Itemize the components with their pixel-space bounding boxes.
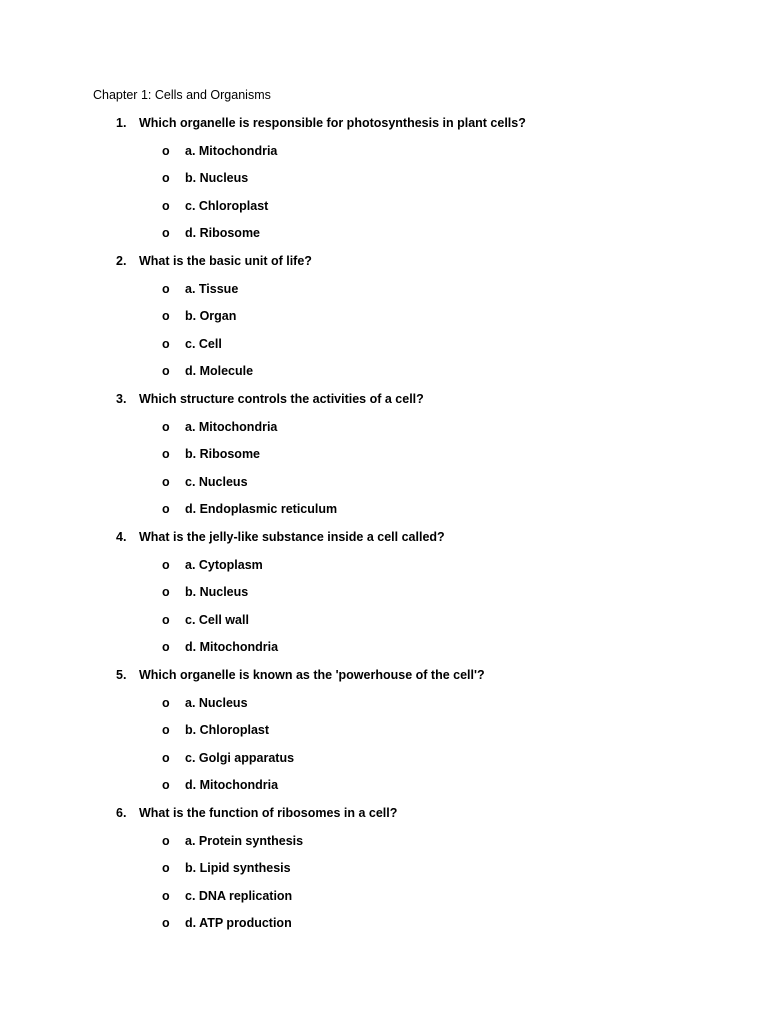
- bullet-icon: o: [162, 198, 170, 213]
- question-number: 4.: [116, 530, 127, 544]
- answer-option-text: c. Cell: [185, 336, 222, 351]
- answer-option-text: d. Ribosome: [185, 226, 261, 241]
- answer-option-text: c. Nucleus: [185, 474, 248, 489]
- answer-option-text: a. Mitochondria: [185, 419, 278, 434]
- answer-option-text: b. Lipid synthesis: [185, 861, 291, 876]
- answer-option-text: d. Endoplasmic reticulum: [185, 502, 338, 517]
- bullet-icon: o: [162, 861, 170, 876]
- bullet-icon: o: [162, 557, 170, 572]
- bullet-icon: o: [162, 833, 170, 848]
- answer-option-text: a. Tissue: [185, 281, 239, 296]
- bullet-icon: o: [162, 419, 170, 434]
- bullet-icon: o: [162, 171, 170, 186]
- chapter-title: Chapter 1: Cells and Organisms: [93, 88, 271, 102]
- bullet-icon: o: [162, 474, 170, 489]
- answer-option-text: b. Organ: [185, 309, 237, 324]
- bullet-icon: o: [162, 612, 170, 627]
- bullet-icon: o: [162, 226, 170, 241]
- question-text: What is the jelly-like substance inside a cell called?: [139, 530, 445, 544]
- answer-option-text: a. Mitochondria: [185, 143, 278, 158]
- bullet-icon: o: [162, 750, 170, 765]
- bullet-icon: o: [162, 695, 170, 710]
- answer-option-text: c. Chloroplast: [185, 198, 269, 213]
- question-text: Which organelle is responsible for photosynthesis in plant cells?: [139, 116, 526, 130]
- bullet-icon: o: [162, 447, 170, 462]
- question-number: 3.: [116, 392, 127, 406]
- question-text: Which organelle is known as the 'powerhouse of the cell'?: [139, 668, 485, 682]
- question-number: 2.: [116, 254, 127, 268]
- question-text: What is the basic unit of life?: [139, 254, 312, 268]
- bullet-icon: o: [162, 585, 170, 600]
- question-number: 1.: [116, 116, 127, 130]
- bullet-icon: o: [162, 143, 170, 158]
- question-number: 6.: [116, 806, 127, 820]
- question-text: What is the function of ribosomes in a cell?: [139, 806, 398, 820]
- bullet-icon: o: [162, 502, 170, 517]
- answer-option-text: c. DNA replication: [185, 888, 293, 903]
- question-text: Which structure controls the activities of a cell?: [139, 392, 424, 406]
- answer-option-text: b. Chloroplast: [185, 723, 270, 738]
- bullet-icon: o: [162, 888, 170, 903]
- bullet-icon: o: [162, 778, 170, 793]
- bullet-icon: o: [162, 336, 170, 351]
- answer-option-text: c. Cell wall: [185, 612, 249, 627]
- answer-option-text: d. Mitochondria: [185, 778, 279, 793]
- answer-option-text: d. ATP production: [185, 916, 292, 931]
- answer-option-text: a. Protein synthesis: [185, 833, 304, 848]
- bullet-icon: o: [162, 281, 170, 296]
- answer-option-text: a. Cytoplasm: [185, 557, 263, 572]
- answer-option-text: d. Mitochondria: [185, 640, 279, 655]
- answer-option-text: d. Molecule: [185, 364, 254, 379]
- bullet-icon: o: [162, 723, 170, 738]
- answer-option-text: a. Nucleus: [185, 695, 248, 710]
- bullet-icon: o: [162, 309, 170, 324]
- answer-option-text: b. Nucleus: [185, 585, 249, 600]
- answer-option-text: b. Ribosome: [185, 447, 261, 462]
- question-number: 5.: [116, 668, 127, 682]
- answer-option-text: b. Nucleus: [185, 171, 249, 186]
- answer-option-text: c. Golgi apparatus: [185, 750, 295, 765]
- bullet-icon: o: [162, 916, 170, 931]
- bullet-icon: o: [162, 364, 170, 379]
- bullet-icon: o: [162, 640, 170, 655]
